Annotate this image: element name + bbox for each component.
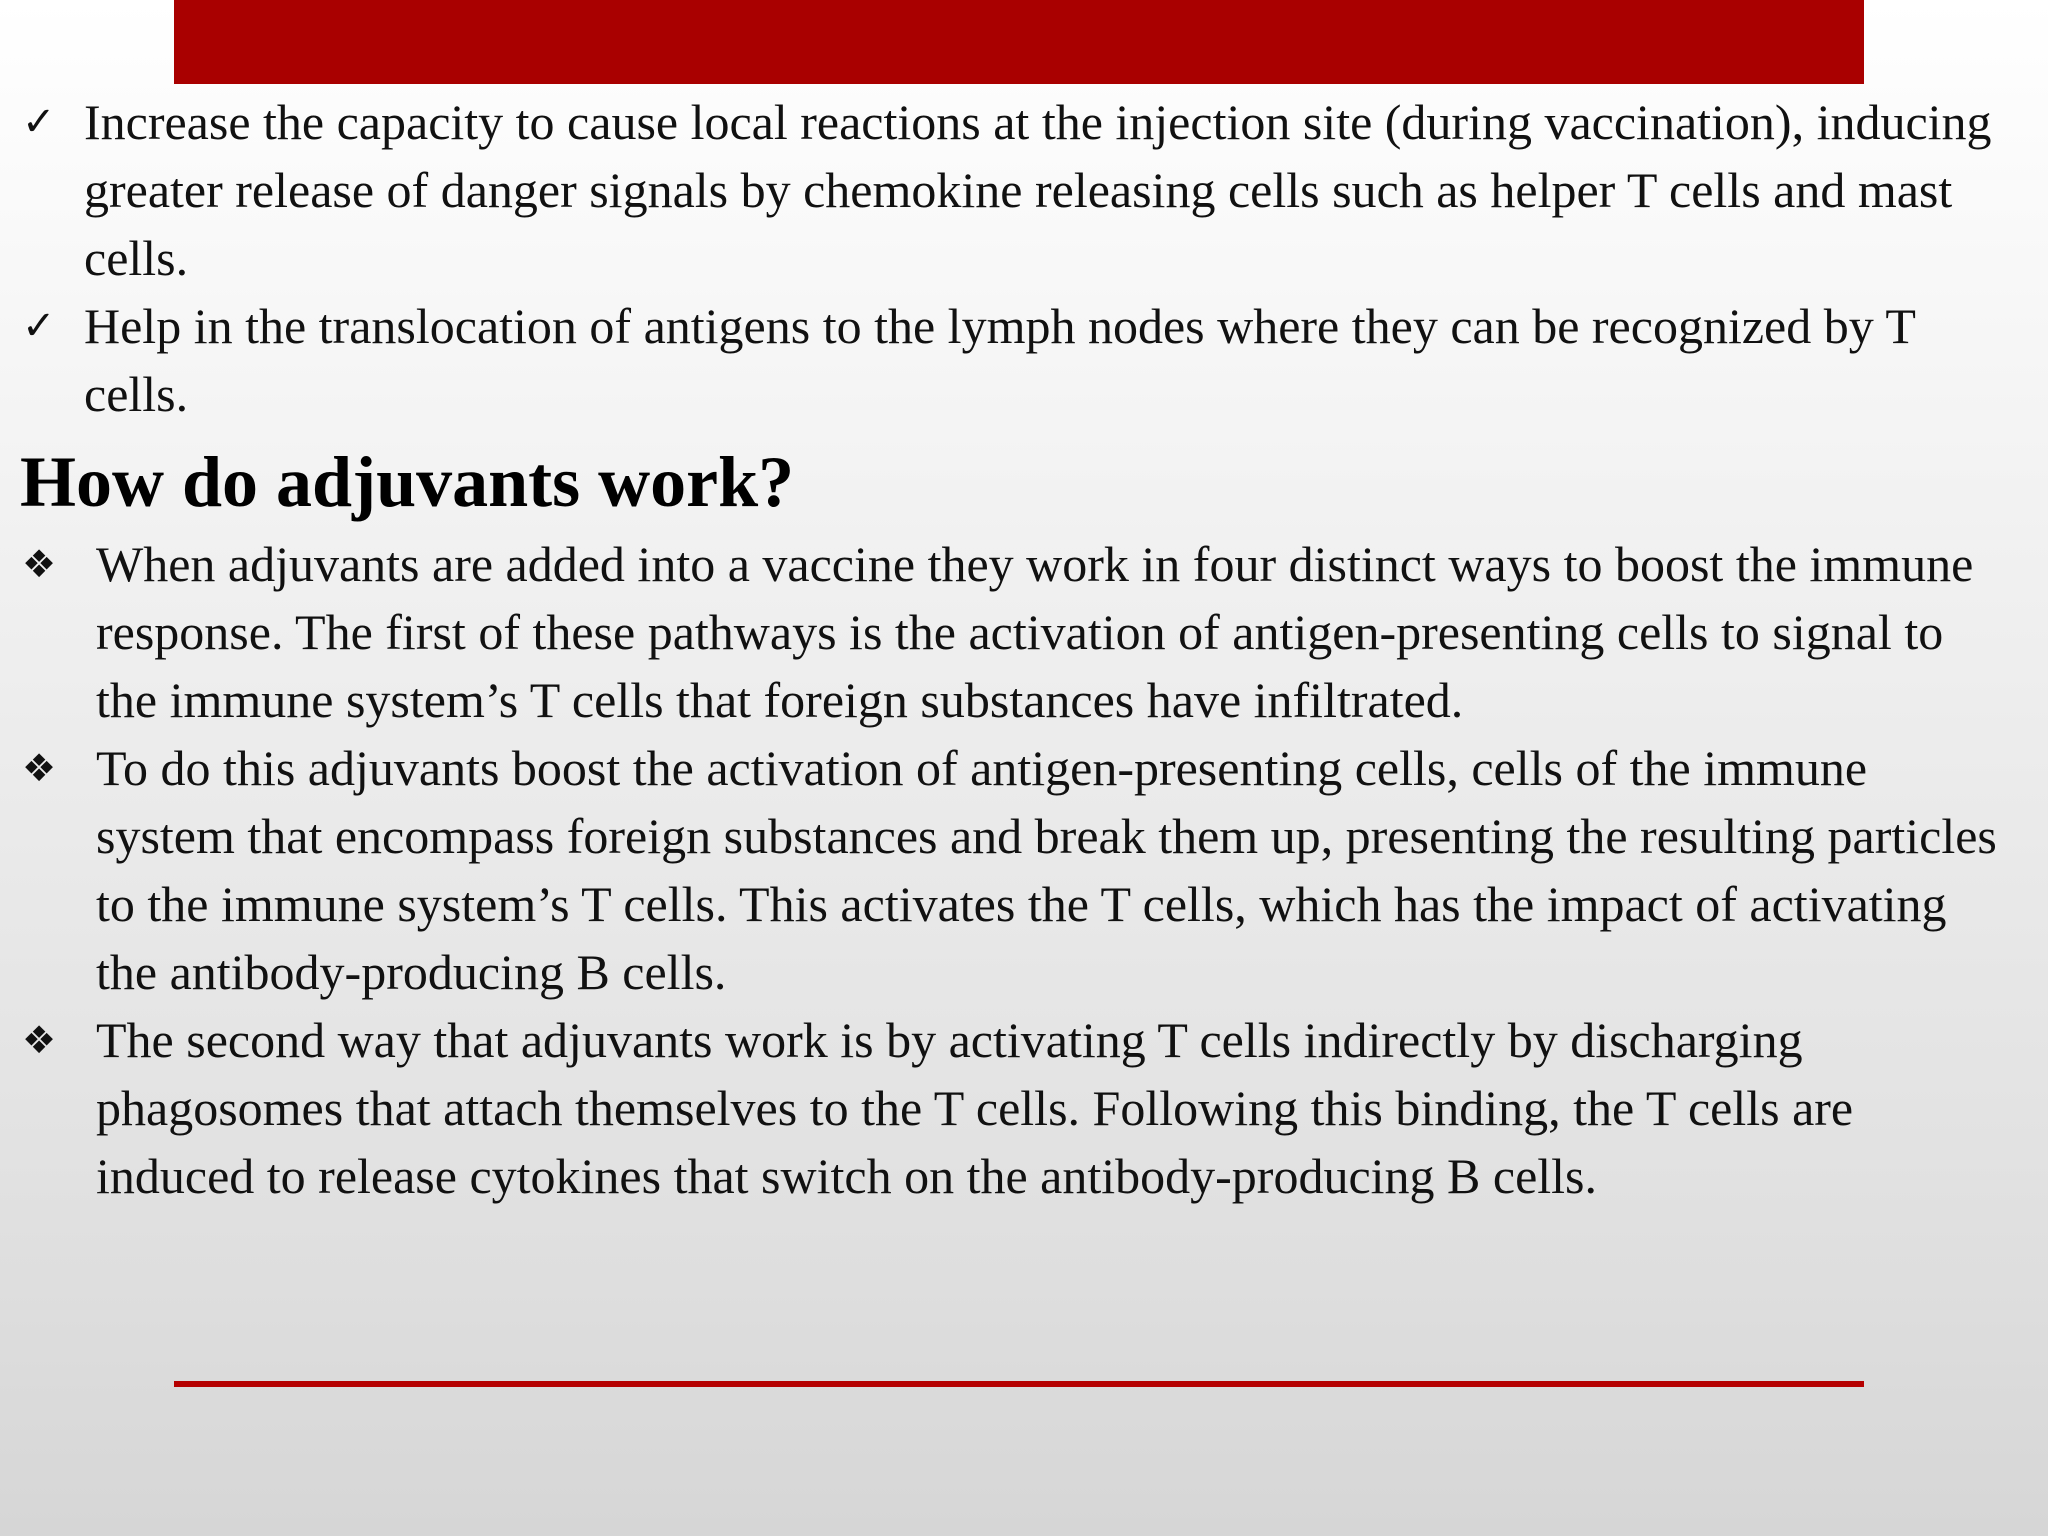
check-mark-icon: ✓	[22, 303, 56, 349]
check-list-item	[0, 292, 2048, 428]
bullet-list-item	[0, 1006, 2048, 1210]
bullet-list-item	[0, 530, 2048, 734]
slide-content	[0, 88, 2048, 1210]
four-diamond-bullet-icon: ❖	[22, 542, 57, 586]
bullet-item-text: When adjuvants are added into a vaccine they work in four distinct ways to boost the immune response. The first of these pathways is the activation of antigen-presenting cells to signal to the immune system’s T cells that foreign substances have infiltrated.	[96, 536, 1974, 728]
bullet-item-text: To do this adjuvants boost the activation of antigen-presenting cells, cells of the immune system that encompass foreign substances and break them up, presenting the resulting particles to the immune system’s T cells. This activates the T cells, which has the impact of activating the antibody-producing B cells.	[96, 740, 1997, 1000]
bullet-list	[0, 530, 2048, 1210]
check-item-text: Increase the capacity to cause local reactions at the injection site (during vaccination), inducing greater release of danger signals by chemokine releasing cells such as helper T cells and mast cells.	[84, 94, 1992, 286]
bullet-item-text: The second way that adjuvants work is by activating T cells indirectly by discharging phagosomes that attach themselves to the T cells. Following this binding, the T cells are induced to release cytokines that switch on the antibody-producing B cells.	[96, 1012, 1854, 1204]
four-diamond-bullet-icon: ❖	[22, 746, 57, 790]
check-mark-icon: ✓	[22, 99, 56, 145]
bullet-list-item	[0, 734, 2048, 1006]
check-item-text: Help in the translocation of antigens to the lymph nodes where they can be recognized by T cells.	[84, 298, 1915, 422]
check-list-item	[0, 88, 2048, 292]
title-accent-bar	[174, 0, 1864, 84]
section-heading: How do adjuvants work?	[20, 442, 795, 522]
check-list	[0, 88, 2048, 428]
footer-divider	[174, 1381, 1864, 1387]
four-diamond-bullet-icon: ❖	[22, 1018, 57, 1062]
